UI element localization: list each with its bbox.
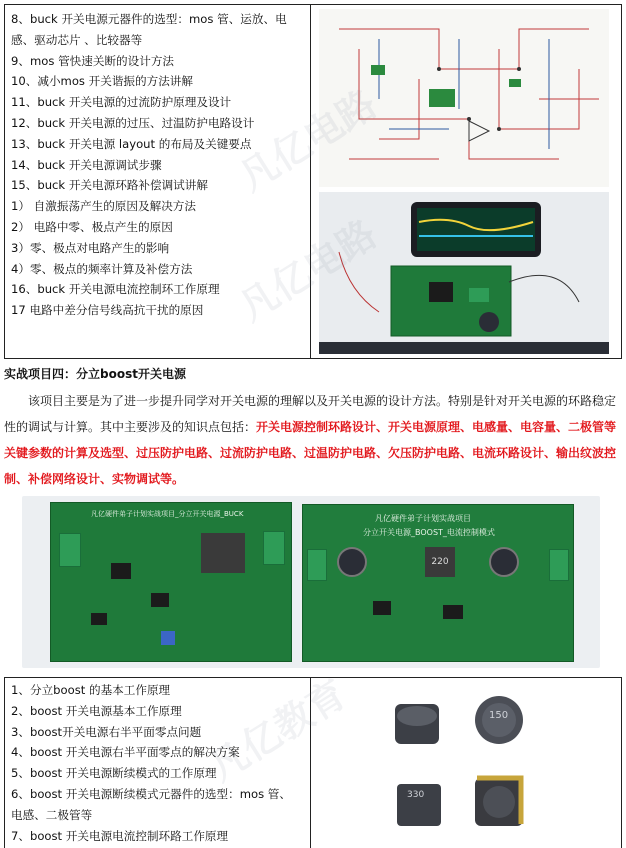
capacitor (489, 547, 519, 577)
buck-board-label: 凡亿硬件弟子计划实战项目_分立开关电源_BUCK (91, 510, 244, 518)
ic (111, 563, 131, 579)
inductor-label: 150 (489, 710, 509, 721)
boost-topic-list (5, 678, 311, 848)
list-item: 1、分立boost 的基本工作原理 (11, 683, 171, 697)
terminal (549, 549, 569, 581)
list-item: 9、mos 管快速关断的设计方法 (11, 53, 175, 68)
terminal (307, 549, 327, 581)
watermark: 凡亿教育 (201, 671, 354, 790)
buck-board (50, 502, 292, 662)
list-item: 10、减小mos 开关谐振的方法讲解 (11, 74, 193, 89)
potentiometer (161, 631, 175, 645)
schematic-image (319, 9, 609, 187)
list-item: 17 电路中差分信号线高抗干扰的原因 (11, 303, 204, 318)
capacitor (337, 547, 367, 577)
section-highlight: 开关电源控制环路设计、开关电源原理、电感量、电容量、二极管等关键参数的计算及选型、过压防护电路、过流防护电路、过温防护电路、欠压防护电路、电流环路设计、输出纹波控制、补偿网络设计、实物调试等。 (4, 420, 617, 486)
inductor-mark: 220 (431, 557, 449, 567)
list-item: 11、buck 开关电源的过流防护原理及设计 (11, 95, 232, 110)
list-item: 15、buck 开关电源环路补偿调试讲解 (11, 178, 208, 193)
section-intro: 该项目主要是为了进一步提升同学对开关电源的理解以及开关电源的设计方法。特别是针对开关电源的环路稳定性的调试与计算。其中主要涉及的知识点包括： (4, 394, 617, 434)
list-item: 16、buck 开关电源电流控制环工作原理 (11, 282, 220, 297)
course-table-boost (4, 677, 622, 848)
list-item: 1） 自激振荡产生的原因及解决方法 (11, 199, 196, 214)
list-item: 5、boost 开关电源断续模式的工作原理 (11, 766, 217, 781)
section-paragraph (4, 388, 620, 492)
terminal (263, 531, 285, 565)
inductors-photo (381, 690, 541, 840)
watermark: 凡亿电路 (231, 211, 384, 330)
list-item: 3、boost开关电源右半平面零点问题 (11, 724, 202, 739)
ic (151, 593, 169, 607)
test-setup-photo (319, 192, 609, 354)
list-item: 12、buck 开关电源的过压、过温防护电路设计 (11, 115, 255, 130)
boost-board-title: 凡亿硬件弟子计划实战项目 (375, 514, 471, 523)
inductor (425, 547, 455, 577)
list-item: 2、boost 开关电源基本工作原理 (11, 703, 182, 718)
list-item: 7、boost 开关电源电流控制环路工作原理 (11, 828, 229, 843)
watermark: 凡亿电路 (231, 81, 384, 200)
list-item: 4、boost 开关电源右半平面零点的解决方案 (11, 745, 240, 760)
list-item: 3）零、极点对电路产生的影响 (11, 240, 170, 255)
boost-board-subtitle: 分立开关电源_BOOST_电流控制模式 (363, 528, 495, 537)
list-item: 14、buck 开关电源调试步骤 (11, 157, 162, 172)
ic (373, 601, 391, 615)
terminal (59, 533, 81, 567)
inductor-label: 330 (407, 790, 425, 800)
course-table-buck (4, 4, 622, 359)
list-item: 6、boost 开关电源断续模式元器件的选型：mos 管、 (11, 786, 291, 801)
inductor (201, 533, 245, 573)
list-item: 感、驱动芯片 、比较器等 (11, 32, 143, 47)
buck-topic-list (5, 5, 311, 358)
ic (91, 613, 107, 625)
inductors-cell (311, 678, 621, 848)
buck-images-cell (311, 5, 621, 358)
list-item: 2） 电路中零、极点产生的原因 (11, 219, 173, 234)
section-title: 实战项目四：分立boost开关电源 (4, 367, 186, 381)
list-item: 13、buck 开关电源 layout 的布局及关键要点 (11, 136, 252, 151)
list-item: 电感、二极管等 (11, 807, 93, 822)
list-item: 4）零、极点的频率计算及补偿方法 (11, 261, 193, 276)
list-item: 8、buck 开关电源元器件的选型：mos 管、运放、电 (11, 12, 287, 26)
boards-photo (22, 496, 600, 668)
boost-board (302, 504, 574, 662)
ic (443, 605, 463, 619)
